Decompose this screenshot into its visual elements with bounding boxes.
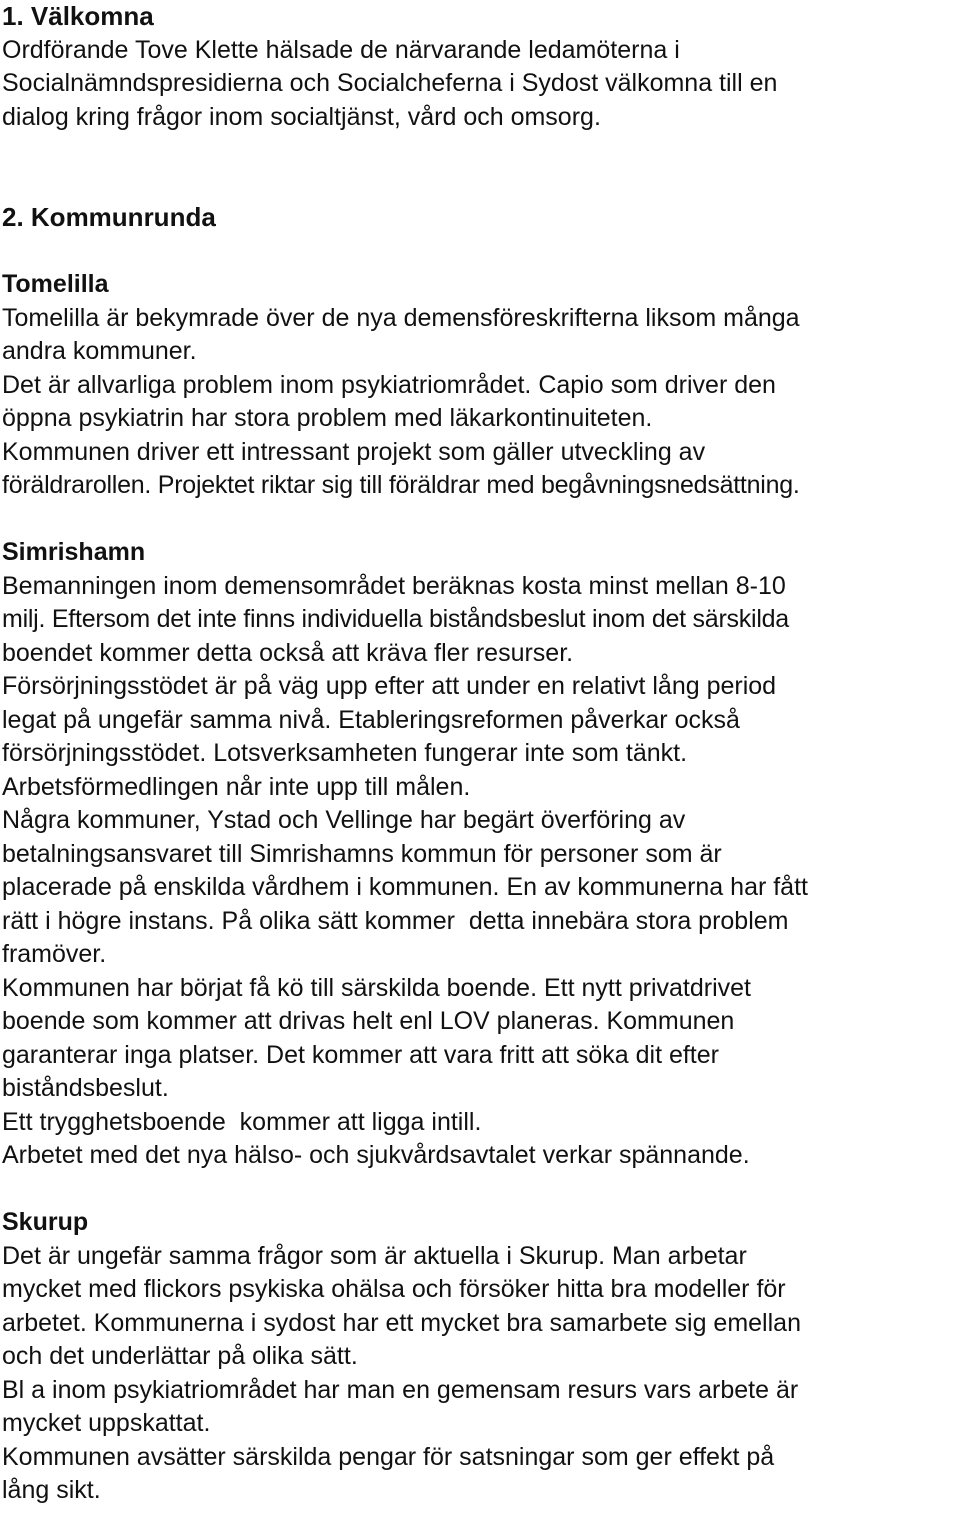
paragraph-line: betalningsansvaret till Simrishamns kommun för personer som är — [2, 839, 722, 868]
paragraph-line: framöver. — [2, 940, 107, 968]
subsection-heading-skurup: Skurup — [2, 1208, 89, 1236]
section-heading-valkomna: 1. Välkomna — [2, 1, 154, 31]
paragraph-line: Ordförande Tove Klette hälsade de närvarande ledamöterna i — [2, 35, 680, 64]
spacer — [2, 168, 952, 202]
paragraph-line: garanterar inga platser. Det kommer att vara fritt att söka dit efter — [2, 1040, 719, 1069]
paragraph-line: andra kommuner. — [2, 337, 197, 365]
paragraph-line: boende som kommer att drivas helt enl LOV planeras. Kommunen — [2, 1007, 735, 1035]
subsection-tomelilla — [2, 268, 952, 503]
subsection-simrishamn — [2, 536, 952, 1173]
subsection-heading-tomelilla: Tomelilla — [2, 270, 109, 298]
paragraph-line: Tomelilla är bekymrade över de nya demensföreskrifterna liksom många — [2, 303, 800, 332]
paragraph-line: föräldrarollen. Projektet riktar sig till föräldrar med begåvningsnedsättning. — [2, 471, 800, 499]
spacer — [2, 235, 952, 269]
paragraph-line: Bl a inom psykiatriområdet har man en gemensam resurs vars arbete är — [2, 1375, 799, 1404]
paragraph-line: rätt i högre instans. På olika sätt kommer detta innebära stora problem — [2, 906, 789, 935]
paragraph-line: Kommunen avsätter särskilda pengar för satsningar som ger effekt på — [2, 1442, 775, 1471]
paragraph-line: mycket uppskattat. — [2, 1409, 211, 1437]
subsection-heading-simrishamn: Simrishamn — [2, 538, 146, 566]
paragraph-line: Ett trygghetsboende kommer att ligga intill. — [2, 1107, 482, 1136]
paragraph-line: Några kommuner, Ystad och Vellinge har begärt överföring av — [2, 806, 686, 834]
paragraph-line: Det är allvarliga problem inom psykiatriområdet. Capio som driver den — [2, 370, 776, 399]
paragraph-line: försörjningsstödet. Lotsverksamheten fungerar inte som tänkt. — [2, 739, 688, 767]
paragraph-line: Det är ungefär samma frågor som är aktuella i Skurup. Man arbetar — [2, 1241, 747, 1270]
paragraph-line: Försörjningsstödet är på väg upp efter att under en relativt lång period — [2, 672, 777, 700]
paragraph-line: och det underlättar på olika sätt. — [2, 1342, 358, 1370]
paragraph-line: lång sikt. — [2, 1476, 101, 1504]
paragraph-line: arbetet. Kommunerna i sydost har ett mycket bra samarbete sig emellan — [2, 1308, 801, 1337]
section-valkomna — [2, 0, 952, 134]
subsection-skurup — [2, 1206, 952, 1508]
paragraph-line: boendet kommer detta också att kräva fler resurser. — [2, 638, 574, 667]
paragraph-line: Kommunen har börjat få kö till särskilda boende. Ett nytt privatdrivet — [2, 973, 751, 1002]
paragraph-line: mycket med flickors psykiska ohälsa och försöker hitta bra modeller för — [2, 1275, 786, 1303]
spacer — [2, 503, 952, 537]
paragraph-line: Socialnämndspresidierna och Socialcheferna i Sydost välkomna till en — [2, 69, 778, 97]
paragraph-line: placerade på enskilda vårdhem i kommunen. En av kommunerna har fått — [2, 873, 808, 901]
paragraph-line: milj. Eftersom det inte finns individuella biståndsbeslut inom det särskilda — [2, 605, 789, 633]
paragraph-line: Bemanningen inom demensområdet beräknas kosta minst mellan 8-10 — [2, 571, 786, 600]
paragraph-line: dialog kring frågor inom socialtjänst, vård och omsorg. — [2, 102, 601, 131]
document-page — [2, 0, 952, 1508]
paragraph-line: biståndsbeslut. — [2, 1074, 169, 1102]
paragraph-line: Arbetet med det nya hälso- och sjukvårdsavtalet verkar spännande. — [2, 1141, 750, 1169]
paragraph-line: öppna psykiatrin har stora problem med läkarkontinuiteten. — [2, 404, 653, 432]
section-heading-kommunrunda: 2. Kommunrunda — [2, 202, 216, 232]
paragraph-line: Arbetsförmedlingen når inte upp till målen. — [2, 772, 471, 801]
spacer — [2, 134, 952, 168]
spacer — [2, 1173, 952, 1207]
paragraph-line: Kommunen driver ett intressant projekt som gäller utveckling av — [2, 437, 706, 466]
paragraph-line: legat på ungefär samma nivå. Etableringsreformen påverkar också — [2, 705, 740, 734]
